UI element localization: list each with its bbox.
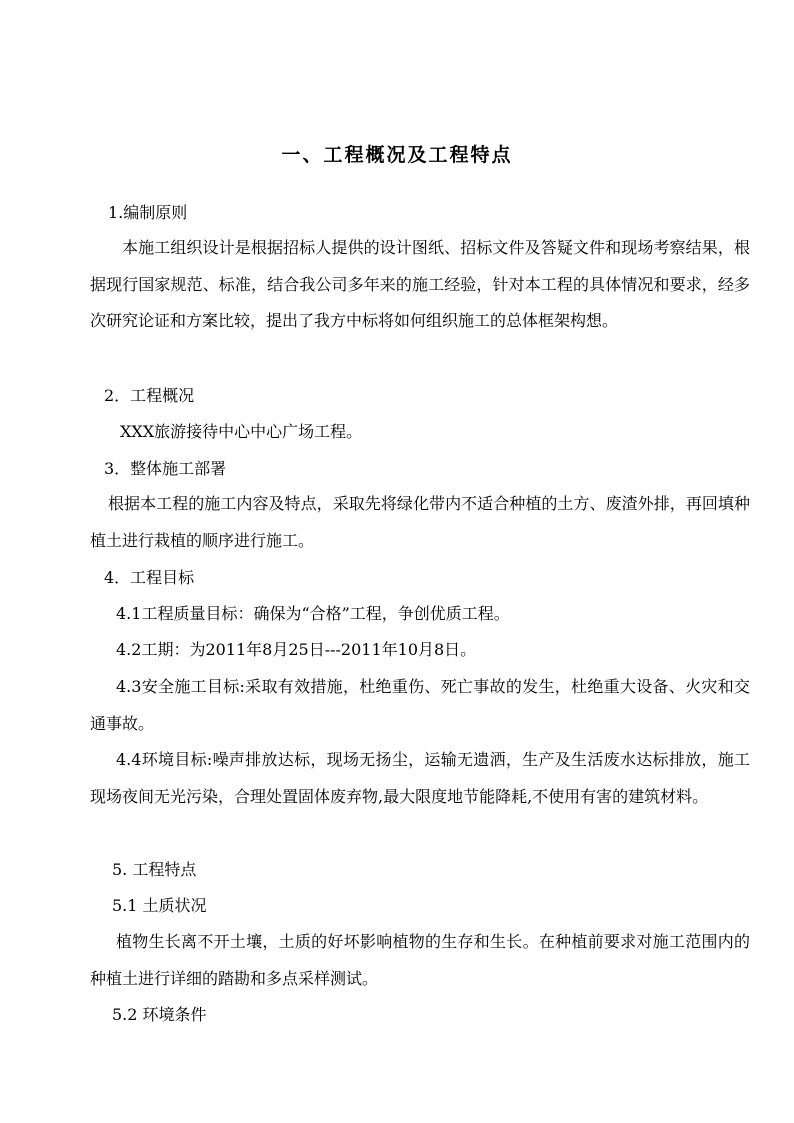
section-2-heading: 2．工程概况: [104, 386, 195, 405]
section-1-heading: 1.编制原则: [108, 203, 188, 222]
section-1-paragraph: 本施工组织设计是根据招标人提供的设计图纸、招标文件及答疑文件和现场考察结果，根据现行国家规范、标准，结合我公司多年来的施工经验，针对本工程的具体情况和要求，经多次研究论证和方案比较，提出了我方中标将如何组织施工的总体框架构想。: [90, 238, 750, 330]
section-2-body: XXX旅游接待中心中心广场工程。: [120, 422, 363, 441]
page-title: 一、工程概况及工程特点: [281, 144, 513, 166]
section-3-heading: 3．整体施工部署: [104, 459, 227, 478]
section-5-2-heading: 5.2 环境条件: [112, 1005, 207, 1024]
section-5-heading: 5. 工程特点: [112, 860, 197, 879]
goal-environment: 4.4环境目标:噪声排放达标，现场无扬尘，运输无遗洒，生产及生活废水达标排放，施工现场夜间无光污染，合理处置固体废弃物,最大限度地节能降耗,不使用有害的建筑材料。: [90, 750, 750, 806]
goal-quality: 4.1工程质量目标：确保为“合格”工程，争创优质工程。: [116, 604, 510, 623]
section-5-1-paragraph: 植物生长离不开土壤，土质的好坏影响植物的生存和生长。在种植前要求对施工范围内的种植土进行详细的踏勘和多点采样测试。: [90, 932, 750, 988]
goal-schedule: 4.2工期：为2011年8月25日---2011年10月8日。: [116, 640, 477, 659]
section-3-paragraph: 根据本工程的施工内容及特点，采取先将绿化带内不适合种植的土方、废渣外排，再回填种植土进行栽植的顺序进行施工。: [90, 494, 750, 550]
goal-safety: 4.3安全施工目标:采取有效措施，杜绝重伤、死亡事故的发生，杜绝重大设备、火灾和交通事故。: [90, 677, 750, 733]
section-4-heading: 4．工程目标: [104, 568, 195, 587]
section-5-1-heading: 5.1 土质状况: [112, 896, 207, 915]
